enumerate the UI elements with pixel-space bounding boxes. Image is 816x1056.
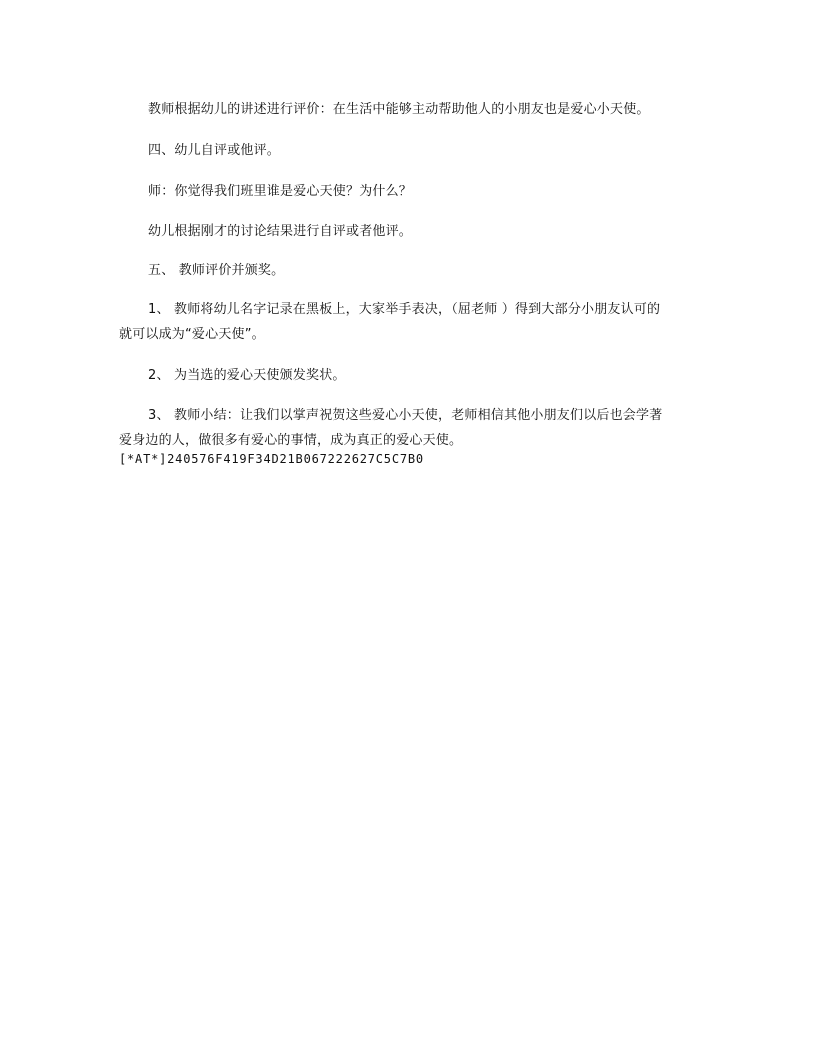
teacher-question: 师：你觉得我们班里谁是爱心天使？为什么？ (148, 184, 413, 199)
heading-award: 五、 教师评价并颁奖。 (148, 263, 285, 278)
list-item-3-line-2: 爱身边的人，做很多有爱心的事情，成为真正的爱心天使。 (119, 433, 463, 448)
paragraph-children-evaluate: 幼儿根据刚才的讨论结果进行自评或者他评。 (148, 224, 413, 239)
list-item-3-line-1: 3、 教师小结：让我们以掌声祝贺这些爱心小天使，老师相信其他小朋友们以后也会学著 (148, 408, 663, 423)
heading-self-evaluation: 四、幼儿自评或他评。 (148, 143, 281, 158)
list-item-1-line-2: 就可以成为“爱心天使”。 (119, 327, 265, 342)
reference-code: [*AT*]240576F419F34D21B067222627C5C7B0 (119, 452, 424, 466)
list-item-1-line-1: 1、 教师将幼儿名字记录在黑板上，大家举手表决，（屈老师 ）得到大部分小朋友认可的 (148, 302, 661, 317)
paragraph-evaluation: 教师根据幼儿的讲述进行评价：在生活中能够主动帮助他人的小朋友也是爱心小天使。 (148, 102, 650, 117)
list-item-2: 2、 为当选的爱心天使颁发奖状。 (148, 368, 346, 383)
